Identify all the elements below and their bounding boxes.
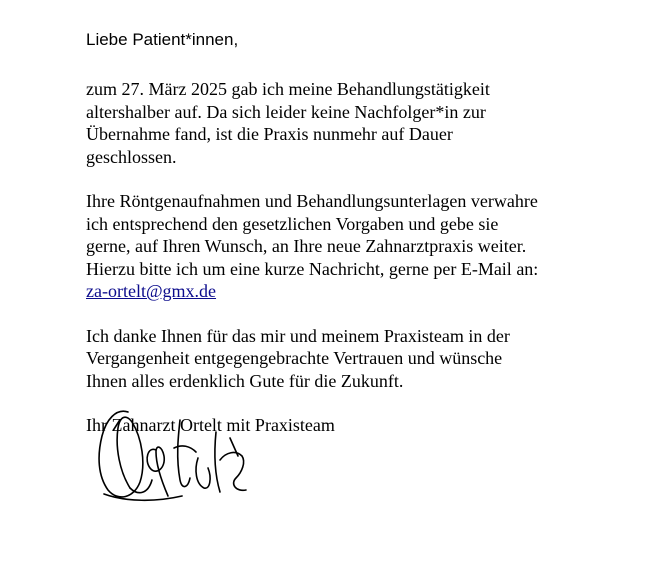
paragraph-records: [86, 190, 646, 303]
greeting: Liebe Patient*innen,: [86, 30, 239, 49]
text-line: Hierzu bitte ich um eine kurze Nachricht, gerne per E-Mail an:: [86, 258, 539, 279]
text-line: zum 27. März 2025 gab ich meine Behandlungstätigkeit: [86, 79, 490, 99]
text-line: Ich danke Ihnen für das mir und meinem Praxisteam in der: [86, 325, 510, 346]
signature-stroke: [220, 453, 246, 491]
paragraph-closure-notice: [86, 78, 646, 168]
text-line: altershalber auf. Da sich leider keine Nachfolger*in zur: [86, 101, 486, 122]
email-line: [86, 280, 646, 303]
text-line: Ihre Röntgenaufnahmen und Behandlungsunterlagen verwahre: [86, 191, 538, 211]
text-line: Vergangenheit entgegengebrachte Vertrauen und wünsche: [86, 348, 503, 368]
text-line: geschlossen.: [86, 146, 177, 167]
handwritten-signature: [86, 398, 266, 508]
email-link[interactable]: za-ortelt@gmx.de: [86, 281, 217, 301]
closing-line: Ihr Zahnarzt Ortelt mit Praxisteam: [86, 415, 335, 435]
signature-stroke: [104, 494, 182, 500]
signature-stroke: [196, 458, 210, 488]
signature-stroke: [147, 447, 168, 496]
letter-body: [86, 28, 646, 437]
text-line: Ihnen alles erdenklich Gute für die Zukunft.: [86, 370, 404, 391]
text-line: gerne, auf Ihren Wunsch, an Ihre neue Zahnarztpraxis weiter.: [86, 236, 527, 256]
paragraph-thanks: [86, 325, 646, 393]
signature-stroke: [178, 420, 190, 487]
signature-stroke: [130, 480, 152, 493]
text-line: Übernahme fand, ist die Praxis nunmehr auf Dauer: [86, 124, 453, 144]
text-line: ich entsprechend den gesetzlichen Vorgaben und gebe sie: [86, 213, 499, 234]
signature-stroke: [99, 411, 143, 497]
signature-stroke: [215, 432, 220, 492]
